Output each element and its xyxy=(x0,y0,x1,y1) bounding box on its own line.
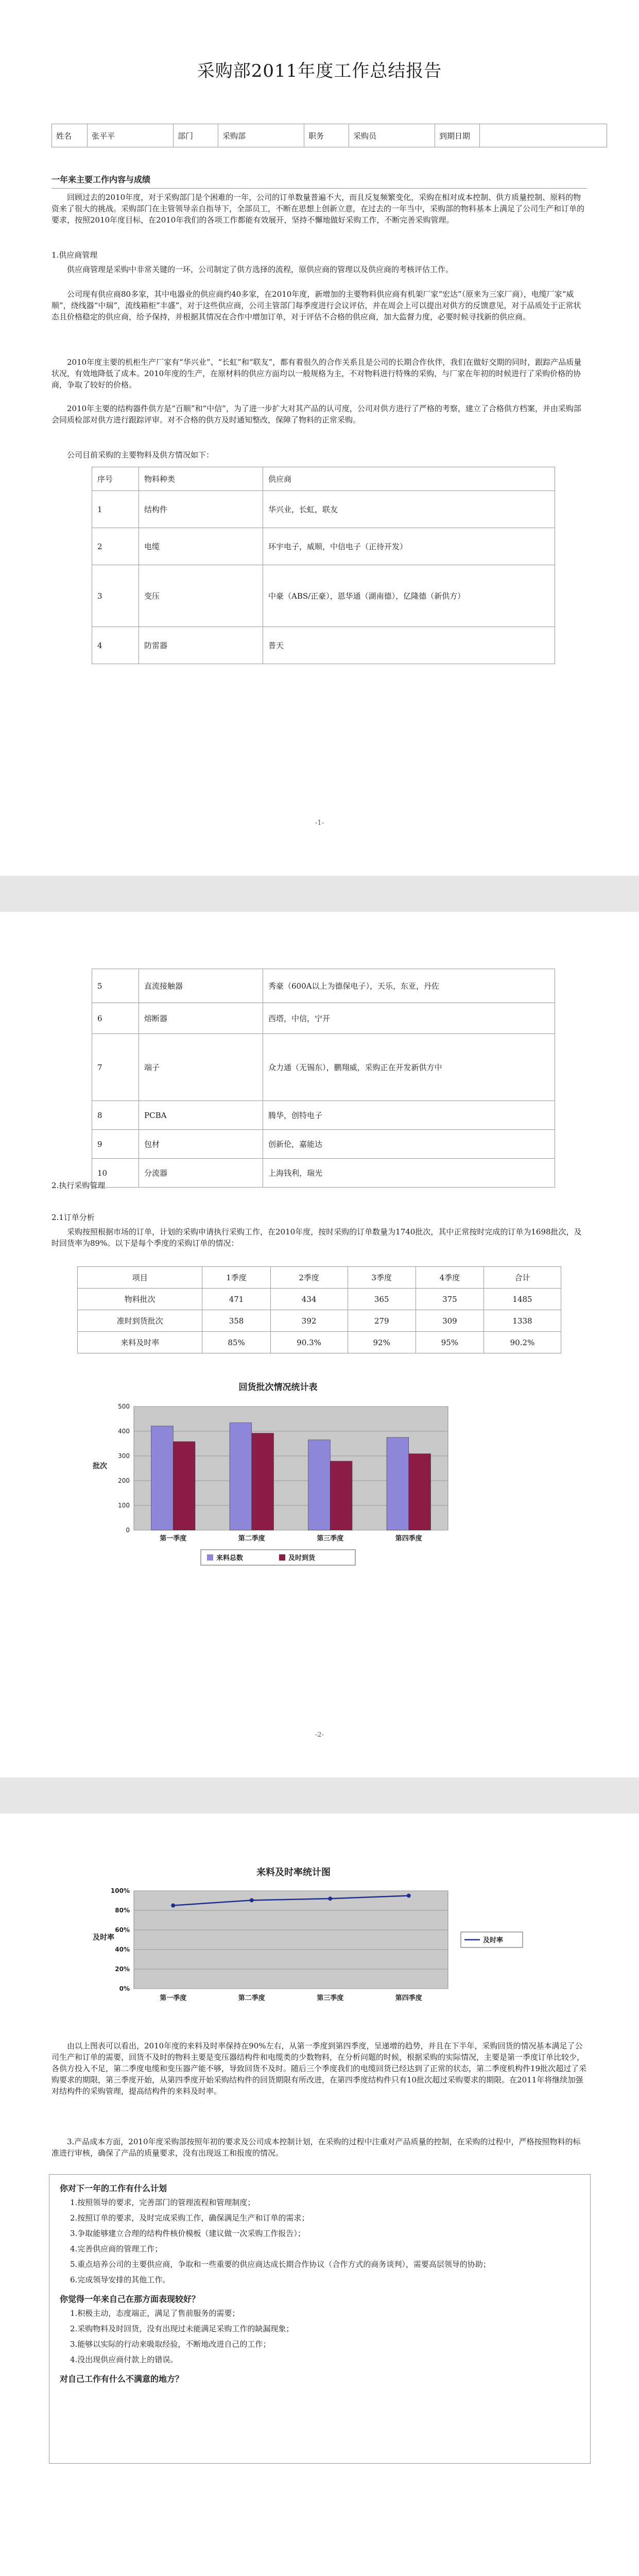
list-item: 1.按照领导的要求，完善部门的管理流程和管理制度； xyxy=(70,2198,255,2207)
name-label: 姓名 xyxy=(52,124,88,147)
table-cell: 1485 xyxy=(484,1289,561,1310)
delivery-batch-bar-chart xyxy=(72,1376,463,1592)
supplier-paragraph-4: 2010年主要的结构器件供方是“百顺”和“中信”，为了进一步扩大对其产品的认可度，公司对供方进行了严格的考察，建立了合格供方档案，并由采购部会同质检部对供方进行跟踪评审。对不合格的供方及时通知整改，保障了物料的正常采购。 xyxy=(51,404,581,425)
table-cell: 434 xyxy=(270,1289,348,1310)
table-header-supplier: 供应商 xyxy=(263,467,555,491)
x-tick-label: 第三季度 xyxy=(317,1994,344,2002)
table-cell: 9 xyxy=(92,1130,139,1159)
table-cell: 物料批次 xyxy=(78,1289,202,1310)
table-cell: PCBA xyxy=(139,1101,263,1130)
table-header: 项目 xyxy=(78,1267,202,1289)
x-tick-label: 第四季度 xyxy=(395,1535,422,1543)
list-item: 2.按照订单的要求，及时完成采购工作，确保满足生产和订单的需求； xyxy=(70,2213,309,2223)
dept-value: 采购部 xyxy=(218,124,304,147)
table-cell: 环宇电子，威顺，中信电子（正待开发） xyxy=(263,528,555,565)
y-tick-label: 200 xyxy=(118,1477,130,1484)
page-3 xyxy=(0,1814,639,2576)
table-header: 1季度 xyxy=(202,1267,270,1289)
table-row xyxy=(92,491,555,528)
table-cell: 6 xyxy=(92,1003,139,1034)
bar xyxy=(252,1433,274,1530)
data-point xyxy=(250,1898,254,1902)
strengths-list xyxy=(70,2308,580,2365)
page-number-2: -2- xyxy=(315,1731,324,1739)
supplier-mgmt-heading: 1.供应商管理 xyxy=(51,250,98,260)
table-header: 3季度 xyxy=(348,1267,416,1289)
table-cell: 3 xyxy=(92,565,139,627)
table-row xyxy=(92,467,555,491)
y-tick-label: 0 xyxy=(126,1527,130,1534)
bar xyxy=(387,1437,409,1530)
y-tick-label: 0% xyxy=(119,1985,130,1992)
table-cell: 85% xyxy=(202,1332,270,1353)
legend-label: 来料总数 xyxy=(216,1554,244,1562)
section-main-work-heading: 一年来主要工作内容与成绩 xyxy=(51,173,587,189)
table-cell: 1338 xyxy=(484,1310,561,1332)
data-point xyxy=(328,1896,332,1901)
table-cell: 358 xyxy=(202,1310,270,1332)
list-item: 6.完成领导安排的其他工作。 xyxy=(70,2275,170,2284)
date-label: 到期日期 xyxy=(435,124,480,147)
position-value: 采购员 xyxy=(349,124,435,147)
table-row xyxy=(78,1332,561,1353)
y-tick-label: 300 xyxy=(118,1452,130,1460)
table-cell: 4 xyxy=(92,627,139,664)
table-cell: 西塔，中信，宁开 xyxy=(263,1003,555,1034)
y-tick-label: 100 xyxy=(118,1502,130,1509)
bar xyxy=(330,1461,352,1530)
list-item: 5.重点培养公司的主要供应商，争取和一些重要的供应商达成长期合作协议（合作方式的商务谈判），需要高层领导的协助； xyxy=(70,2260,491,2269)
table-cell: 众力通（无锡东），鹏翔威，采购正在开发新供方中 xyxy=(263,1034,555,1101)
x-tick-label: 第一季度 xyxy=(160,1994,187,2002)
x-tick-label: 第三季度 xyxy=(317,1535,344,1543)
legend-swatch xyxy=(279,1554,285,1561)
date-value xyxy=(480,124,607,147)
table-cell: 90.3% xyxy=(270,1332,348,1353)
chart-title: 来料及时率统计图 xyxy=(256,1867,331,1878)
order-analysis-paragraph: 采购按照根据市场的订单，计划的采购申请执行采购工作，在2010年度，按时采购的订单数量为1740批次，其中正常按时完成的订单为1698批次，及时回货率为89%。以下是每个季度的采购订单的情况： xyxy=(51,1227,582,1248)
table-cell: 电缆 xyxy=(139,528,263,565)
table-cell: 端子 xyxy=(139,1034,263,1101)
bar xyxy=(409,1454,431,1530)
chart-legend xyxy=(461,1932,523,1947)
table-row xyxy=(92,565,555,627)
supplier-table-continued xyxy=(92,969,555,1188)
page-gap xyxy=(0,1777,639,1814)
table-cell: 结构件 xyxy=(139,491,263,528)
table-cell: 90.2% xyxy=(484,1332,561,1353)
y-tick-label: 100% xyxy=(110,1887,130,1894)
table-row xyxy=(92,1034,555,1101)
y-tick-label: 20% xyxy=(115,1965,130,1973)
list-item: 4.没出现供应商付款上的错误。 xyxy=(70,2355,178,2364)
table-cell: 上海钱利，瑞光 xyxy=(263,1159,555,1188)
y-axis-label: 批次 xyxy=(93,1462,107,1470)
table-cell: 471 xyxy=(202,1289,270,1310)
page-number-1: -1- xyxy=(315,819,324,827)
table-row xyxy=(92,969,555,1003)
position-label: 职务 xyxy=(304,124,349,147)
y-tick-label: 80% xyxy=(115,1907,130,1914)
list-item: 3.争取能够建立合理的结构件核价模板（建议做一次采购工作报告）； xyxy=(70,2229,305,2238)
table-cell: 375 xyxy=(416,1289,483,1310)
table-cell: 279 xyxy=(348,1310,416,1332)
bar xyxy=(173,1442,195,1530)
list-item: 1.积极主动，态度端正，满足了售前服务的需要； xyxy=(70,2309,240,2318)
intro-paragraph: 回顾过去的2010年度，对于采购部门是个困难的一年，公司的订单数量普遍不大，而且反复频繁变化，采购在相对成本控制、供方质量控制、原料的物资来了很大的挑战。采购部门在主管领导亲自指导下，全部员工，不断在思想上创新立意，在过去的一年当中，采购部的物料基本上满足了公司生产和订单的要求，按照2010年度目标，在2010年我们的各项工作都能有效展开，坚持不懈地做好采购工作，不断完善采购管理。 xyxy=(51,193,585,225)
cost-control-paragraph: 3.产品成本方面，2010年度采购部按照年初的要求及公司成本控制计划，在采购的过程中注重对产品质量的控制，在采购的过程中，严格按照物料的标准进行审核，确保了产品的质量要求，没有出现返工和报废的情况。 xyxy=(51,2137,581,2158)
x-tick-label: 第二季度 xyxy=(238,1994,265,2002)
list-item: 3.能够以实际的行动来吸取经验，不断地改进自己的工作； xyxy=(70,2340,271,2349)
supplier-paragraph-5: 公司目前采购的主要物料及供方情况如下： xyxy=(67,450,214,460)
chart-legend xyxy=(201,1550,355,1565)
rate-analysis-paragraph: 由以上图表可以看出，2010年度的来料及时率保持在90%左右，从第一季度到第四季度，呈递增的趋势，并且在下半年，采购回货的情况基本满足了公司生产和订单的需要，回货不及时的物料主要是变压器结构件和电缆类的少数物料，在分析问题的时候，根据采购的实际情况，主要是第一季度订单比较少，各供方投入不足，第二季度电缆和变压器产能不够，导致回货不及时。随后三个季度我们的电缆回货已经达到了正常的状态，第二季度机构件19批次超过了采购要求的期限，第三季度开始，从第四季度开始采购结构件的回货期限有所改进，在第四季度结构件只有10批次超过采购要求的期限。在2011年将继续加强对结构件的采购管理，提高结构件的来料及时率。 xyxy=(51,2041,587,2096)
x-tick-label: 第二季度 xyxy=(238,1535,265,1543)
table-cell: 95% xyxy=(416,1332,483,1353)
table-row xyxy=(92,1003,555,1034)
table-row xyxy=(78,1267,561,1289)
bar xyxy=(151,1426,174,1530)
list-item: 2.采购物料及时回货，没有出现过未能满足采购工作的缺漏现象； xyxy=(70,2324,294,2333)
legend-label: 及时率 xyxy=(483,1937,504,1944)
supplier-paragraph-1: 供应商管理是采购中非常关键的一环，公司制定了供方选择的流程，原供应商的管理以及供应商的考核评估工作。 xyxy=(67,265,454,274)
table-cell: 8 xyxy=(92,1101,139,1130)
supplier-table xyxy=(92,467,555,664)
table-header: 4季度 xyxy=(416,1267,483,1289)
y-axis-label: 及时率 xyxy=(93,1934,114,1942)
question-strengths: 你觉得一年来自己在那方面表现较好？ xyxy=(60,2294,200,2304)
table-cell: 309 xyxy=(416,1310,483,1332)
legend-label: 及时到货 xyxy=(288,1554,316,1562)
bar xyxy=(230,1423,252,1530)
x-tick-label: 第一季度 xyxy=(160,1535,187,1543)
table-cell: 普天 xyxy=(263,627,555,664)
table-cell: 变压 xyxy=(139,565,263,627)
table-cell: 包材 xyxy=(139,1130,263,1159)
employee-meta-table xyxy=(51,124,607,147)
data-point xyxy=(171,1904,175,1908)
table-cell: 10 xyxy=(92,1159,139,1188)
table-cell: 392 xyxy=(270,1310,348,1332)
table-cell: 创新伦，嘉能达 xyxy=(263,1130,555,1159)
exec-mgmt-heading: 2.执行采购管理 xyxy=(51,1181,106,1190)
table-cell: 5 xyxy=(92,969,139,1003)
dept-label: 部门 xyxy=(174,124,218,147)
supplier-paragraph-3: 2010年度主要的机柜生产厂家有“华兴业”、“长虹”和“联友”，都有着很久的合作关系且是公司的长期合作伙伴，我们在做好交期的同时，跟踪产品质量状况，有效地降低了成本。2010年度的生产，在原材料的供应方面均以一般规格为主，不对物料进行特殊的采购，与厂家在年初的时候进行了采购价格的协商，争取了较好的价格。 xyxy=(51,358,582,389)
order-analysis-heading: 2.1订单分析 xyxy=(51,1213,95,1222)
table-row xyxy=(92,1130,555,1159)
table-row xyxy=(78,1310,561,1332)
y-tick-label: 40% xyxy=(115,1946,130,1953)
legend-swatch xyxy=(207,1554,213,1561)
page-2 xyxy=(0,912,639,1777)
questions-box xyxy=(49,2174,591,2464)
name-value: 张平平 xyxy=(88,124,174,147)
table-row xyxy=(92,528,555,565)
supplier-paragraph-2: 公司现有供应商80多家，其中电器业的供应商约40多家，在2010年度，新增加的主要物料供应商有机架厂家“宏达”（原来为三家厂商），电缆厂家“威顺”，绕线器“中瑞”，流线箱柜“丰盛”，对于这些供应商，公司主管部门每季度进行会议评估，并在周会上可以提出对供方的反馈意见，对于品质处于正常状态且价格稳定的供应商，给予保持，并根据其情况在合作中增加订单，对于评估不合格的供应商，加大监督力度，必要时候寻找新的供应商。 xyxy=(51,290,581,321)
list-item: 4.完善供应商的管理工作； xyxy=(70,2244,163,2253)
y-tick-label: 400 xyxy=(118,1428,130,1435)
table-cell: 中豪（ABS/正豪），恩华通（湖南德），亿隆德（新供方） xyxy=(263,565,555,627)
x-tick-label: 第四季度 xyxy=(395,1994,422,2002)
question-dissatisfaction: 对自己工作有什么不满意的地方？ xyxy=(60,2374,184,2384)
table-cell: 直流接触器 xyxy=(139,969,263,1003)
table-row xyxy=(92,1101,555,1130)
table-cell: 来料及时率 xyxy=(78,1332,202,1353)
on-time-rate-line-chart xyxy=(77,1860,551,2030)
table-cell: 华兴业，长虹，联友 xyxy=(263,491,555,528)
plan-list xyxy=(70,2197,580,2285)
table-header: 2季度 xyxy=(270,1267,348,1289)
table-row xyxy=(78,1289,561,1310)
y-tick-label: 60% xyxy=(115,1926,130,1934)
table-header-no: 序号 xyxy=(92,467,139,491)
page-gap xyxy=(0,876,639,912)
y-tick-label: 500 xyxy=(118,1403,130,1410)
table-header: 合计 xyxy=(484,1267,561,1289)
table-row xyxy=(92,627,555,664)
table-cell: 腾华，创特电子 xyxy=(263,1101,555,1130)
table-cell: 分流器 xyxy=(139,1159,263,1188)
question-plan: 你对下一年的工作有什么计划 xyxy=(60,2183,167,2193)
table-cell: 92% xyxy=(348,1332,416,1353)
table-cell: 秀豪（600A以上为德保电子），天乐，东亚，丹佐 xyxy=(263,969,555,1003)
table-cell: 2 xyxy=(92,528,139,565)
page-1 xyxy=(0,0,639,876)
data-point xyxy=(407,1894,411,1898)
table-cell: 熔断器 xyxy=(139,1003,263,1034)
bar xyxy=(308,1440,331,1530)
table-cell: 防雷器 xyxy=(139,627,263,664)
table-cell: 7 xyxy=(92,1034,139,1101)
document-title: 采购部2011年度工作总结报告 xyxy=(197,61,442,81)
table-cell: 365 xyxy=(348,1289,416,1310)
table-cell: 准时到货批次 xyxy=(78,1310,202,1332)
order-table xyxy=(77,1266,561,1353)
chart-title: 回货批次情况统计表 xyxy=(238,1382,318,1393)
table-header-material: 物料种类 xyxy=(139,467,263,491)
table-cell: 1 xyxy=(92,491,139,528)
